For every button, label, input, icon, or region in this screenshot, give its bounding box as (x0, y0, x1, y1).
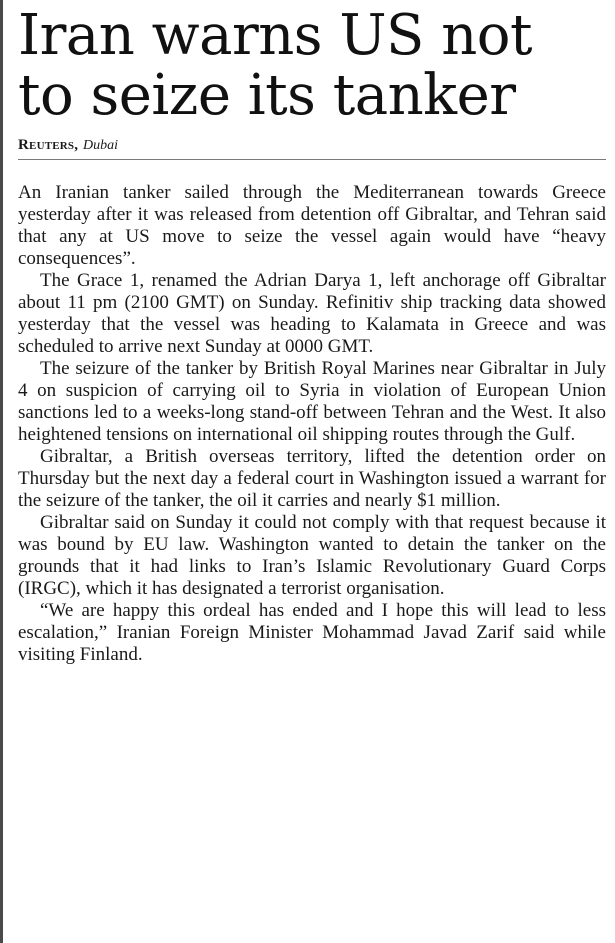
headline (18, 3, 606, 128)
article-paragraph-2: The Grace 1, renamed the Adrian Darya 1, left anchorage off Gibraltar about 11 pm (2100 GMT) on Sunday. Refinitiv ship tracking data showed yesterday that the vessel was heading to Kalamata in Greece and was scheduled to arrive next Sunday at 0000 GMT. (18, 270, 606, 357)
article-paragraph-5: Gibraltar said on Sunday it could not comply with that request because it was bound by EU law. Washington wanted to detain the tanker on the grounds that it had links to Iran’s Islamic Revolutionary Guard Corps (IRGC), which it has designated a terrorist organisation. (18, 512, 606, 599)
headline-line-1: Iran warns US not (18, 3, 532, 68)
byline-dateline: Dubai (83, 138, 118, 153)
column-rule (0, 0, 3, 943)
article-paragraph-1: An Iranian tanker sailed through the Mediterranean towards Greece yesterday after it was released from detention off Gibraltar, and Tehran said that any at US move to seize the vessel again would have “heavy consequences”. (18, 182, 606, 269)
article-body (18, 182, 606, 666)
article-paragraph-4: Gibraltar, a British overseas territory, lifted the detention order on Thursday but the next day a federal court in Washington issued a warrant for the seizure of the tanker, the oil it carries and nearly $1 million. (18, 446, 606, 511)
byline-divider (18, 159, 606, 160)
article-paragraph-6: “We are happy this ordeal has ended and I hope this will lead to less escalation,” Iranian Foreign Minister Mohammad Javad Zarif said while visiting Finland. (18, 600, 606, 665)
news-article (18, 3, 606, 666)
byline-separator: , (74, 137, 78, 153)
byline (18, 136, 606, 154)
article-paragraph-3: The seizure of the tanker by British Royal Marines near Gibraltar in July 4 on suspicion of carrying oil to Syria in violation of European Union sanctions led to a weeks-long stand-off between Tehran and the West. It also heightened tensions on international oil shipping routes through the Gulf. (18, 358, 606, 445)
headline-line-2: to seize its tanker (18, 63, 516, 128)
byline-agency: Reuters (18, 137, 75, 153)
